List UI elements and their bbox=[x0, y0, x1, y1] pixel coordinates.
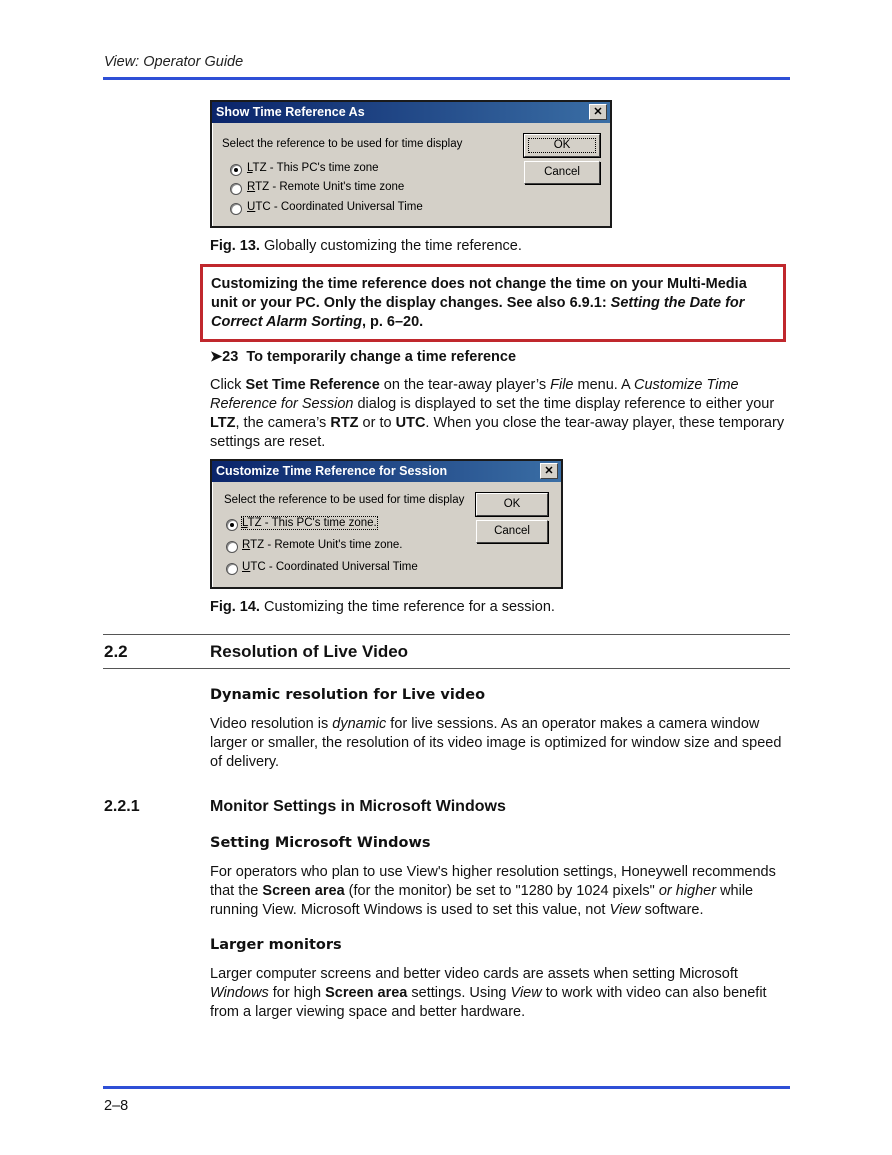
figure-caption-13: Fig. 13. Globally customizing the time reference. bbox=[210, 238, 522, 254]
page-number: 2–8 bbox=[104, 1098, 129, 1114]
radio-utc[interactable] bbox=[226, 563, 238, 575]
procedure-paragraph: Click Set Time Reference on the tear-away player’s File menu. A Customize Time Reference for Session dialog is displayed to set the time display reference to either your LTZ, the camera’s RTZ or to UTC. When you close the tear-away player, these temporary settings are reset. bbox=[210, 377, 785, 450]
dialog-title: Customize Time Reference for Session bbox=[216, 464, 448, 478]
radio-ltz[interactable] bbox=[230, 164, 242, 176]
ok-button[interactable]: OK bbox=[476, 493, 548, 516]
radio-rtz[interactable] bbox=[226, 541, 238, 553]
subhead-larger-monitors: Larger monitors bbox=[210, 937, 342, 953]
section-rule-top bbox=[103, 634, 790, 635]
option-ltz-label: LTZ - This PC's time zone bbox=[247, 162, 379, 174]
section-number: 2.2 bbox=[104, 642, 128, 661]
dialog-prompt: Select the reference to be used for time display bbox=[222, 138, 463, 150]
close-icon[interactable]: ✕ bbox=[540, 463, 558, 479]
radio-ltz[interactable] bbox=[226, 519, 238, 531]
note-box: Customizing the time reference does not change the time on your Multi-Media unit or your PC. Only the display changes. See also 6.9.1: Setting the Date for Correct Alarm Sorting, p. 6–20. bbox=[200, 264, 786, 342]
subsection-number: 2.2.1 bbox=[104, 798, 140, 815]
procedure-heading: ➤23 To temporarily change a time reference bbox=[210, 349, 517, 365]
dialog-prompt: Select the reference to be used for time display bbox=[224, 494, 465, 506]
section-rule-bottom bbox=[103, 668, 790, 669]
running-header: View: Operator Guide bbox=[104, 54, 244, 70]
paragraph-dynamic-resolution: Video resolution is dynamic for live sessions. As an operator makes a camera window larger or smaller, the resolution of its video image is optimized for window size and speed of delivery. bbox=[210, 716, 782, 770]
subhead-setting-windows: Setting Microsoft Windows bbox=[210, 835, 431, 851]
close-icon[interactable]: ✕ bbox=[589, 104, 607, 120]
option-utc-label: UTC - Coordinated Universal Time bbox=[242, 561, 418, 573]
paragraph-setting-windows: For operators who plan to use View's higher resolution settings, Honeywell recommends that the Screen area (for the monitor) be set to "1280 by 1024 pixels" or higher while running View. Microsoft Windows is used to set this value, not View software. bbox=[210, 864, 776, 918]
option-ltz-label: LTZ - This PC's time zone. bbox=[242, 517, 377, 529]
radio-utc[interactable] bbox=[230, 203, 242, 215]
dialog-title-bar bbox=[212, 461, 561, 482]
dialog-title: Show Time Reference As bbox=[216, 105, 365, 119]
show-time-reference-dialog bbox=[210, 100, 612, 228]
subhead-dynamic-resolution: Dynamic resolution for Live video bbox=[210, 687, 486, 703]
option-rtz-label: RTZ - Remote Unit's time zone bbox=[247, 181, 405, 193]
cancel-button[interactable]: Cancel bbox=[524, 161, 600, 184]
option-rtz-label: RTZ - Remote Unit's time zone. bbox=[242, 539, 403, 551]
subsection-title: Monitor Settings in Microsoft Windows bbox=[210, 798, 506, 815]
cancel-button[interactable]: Cancel bbox=[476, 520, 548, 543]
figure-caption-14: Fig. 14. Customizing the time reference for a session. bbox=[210, 599, 555, 615]
paragraph-larger-monitors: Larger computer screens and better video cards are assets when setting Microsoft Windows for high Screen area settings. Using View to work with video can also benefit from a larger viewing space and better hardware. bbox=[210, 966, 767, 1020]
radio-rtz[interactable] bbox=[230, 183, 242, 195]
ok-button[interactable]: OK bbox=[524, 134, 600, 157]
dialog-title-bar bbox=[212, 102, 610, 123]
header-rule bbox=[103, 77, 790, 80]
option-utc-label: UTC - Coordinated Universal Time bbox=[247, 201, 423, 213]
footer-rule bbox=[103, 1086, 790, 1089]
customize-time-reference-dialog bbox=[210, 459, 563, 589]
section-title: Resolution of Live Video bbox=[210, 642, 409, 661]
